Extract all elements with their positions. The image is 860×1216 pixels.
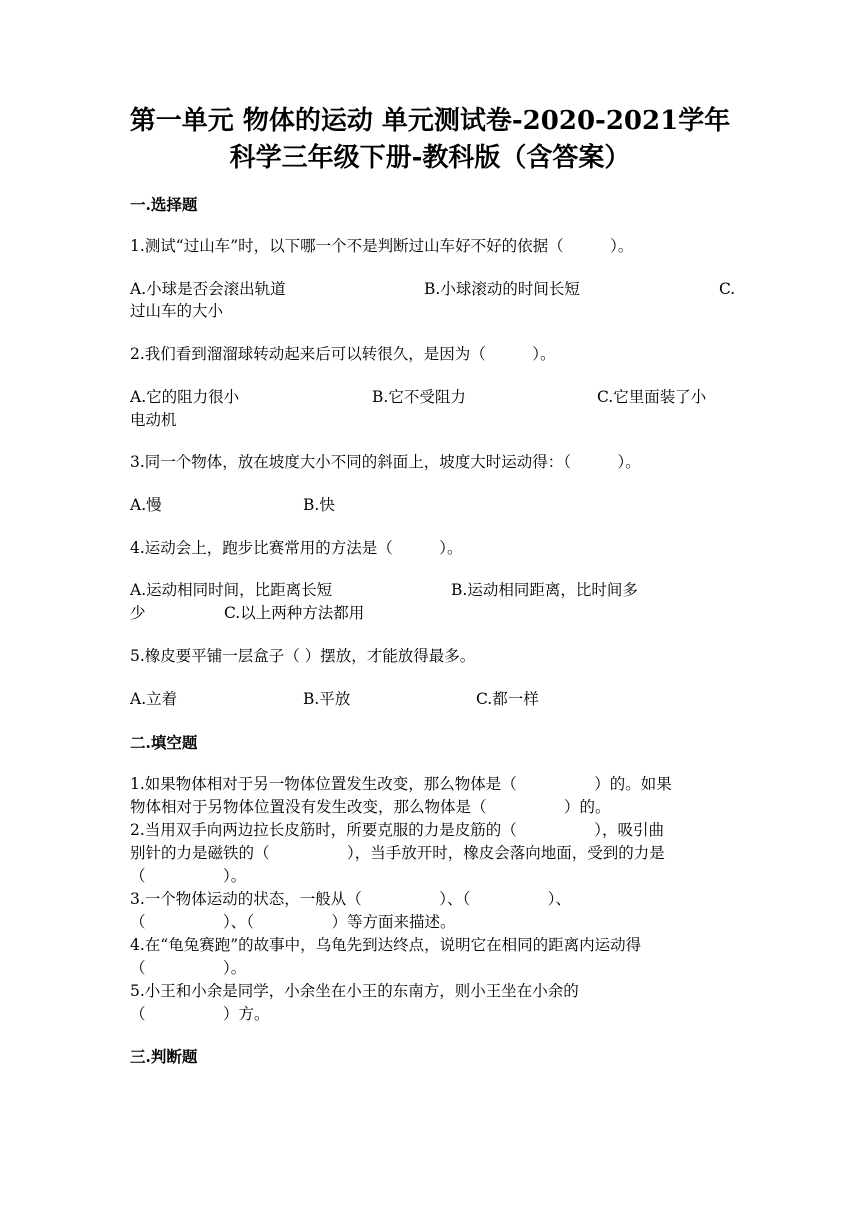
- question-4-stem: 4.运动会上，跑步比赛常用的方法是（ ）。: [130, 539, 463, 557]
- question-1-option-c-continued: 过山车的大小: [130, 302, 224, 320]
- question-4-option-b: B.运动相同距离，比时间多: [451, 581, 638, 599]
- question-5-stem: 5.橡皮要平铺一层盒子（ ）摆放，才能放得最多。: [130, 647, 476, 665]
- question-3-stem: 3.同一个物体，放在坡度大小不同的斜面上，坡度大时运动得：（ ）。: [130, 453, 641, 471]
- section-heading-choice: 一.选择题: [130, 195, 198, 214]
- fill-line: 5.小王和小余是同学，小余坐在小王的东南方，则小王坐在小余的: [130, 982, 579, 1000]
- fill-line: 1.如果物体相对于另一物体位置发生改变，那么物体是（ ）的。如果: [130, 775, 672, 793]
- document-title-line-2: 科学三年级下册-教科版（含答案）: [229, 143, 631, 173]
- section-heading-judge: 三.判断题: [130, 1047, 198, 1066]
- question-2-option-b: B.它不受阻力: [372, 388, 466, 406]
- document-title-line-1: 第一单元 物体的运动 单元测试卷-2020-2021学年: [129, 106, 731, 136]
- fill-line: （ ）方。: [130, 1005, 270, 1023]
- fill-line: （ ）。: [130, 867, 247, 885]
- question-2-option-c-continued: 电动机: [130, 411, 177, 429]
- question-2-option-a: A.它的阻力很小: [130, 388, 240, 406]
- fill-line: 别针的力是磁铁的（ ），当手放开时，橡皮会落向地面，受到的力是: [130, 844, 665, 862]
- fill-line: 3.一个物体运动的状态，一般从（ ）、（ ）、: [130, 890, 572, 908]
- question-1-option-c: C.: [719, 280, 736, 298]
- fill-line: 物体相对于另物体位置没有发生改变，那么物体是（ ）的。: [130, 798, 611, 816]
- question-1-stem: 1.测试“过山车”时，以下哪一个不是判断过山车好不好的依据（ ）。: [130, 237, 634, 255]
- question-4-option-a: A.运动相同时间，比距离长短: [130, 581, 333, 599]
- section-heading-fill: 二.填空题: [130, 733, 198, 752]
- fill-line: 2.当用双手向两边拉长皮筋时，所要克服的力是皮筋的（ ），吸引曲: [130, 821, 665, 839]
- question-4-option-c: C.以上两种方法都用: [224, 604, 365, 622]
- question-4-option-b-continued: 少: [130, 604, 146, 622]
- fill-line: （ ）。: [130, 959, 247, 977]
- fill-line: （ ）、（ ）等方面来描述。: [130, 913, 456, 931]
- question-5-option-c: C.都一样: [476, 690, 539, 708]
- question-2-option-c: C.它里面装了小: [597, 388, 707, 406]
- question-5-option-b: B.平放: [303, 690, 351, 708]
- fill-line: 4.在“龟兔赛跑”的故事中，乌龟先到达终点，说明它在相同的距离内运动得: [130, 936, 642, 954]
- question-1-option-b: B.小球滚动的时间长短: [424, 280, 580, 298]
- question-2-stem: 2.我们看到溜溜球转动起来后可以转很久，是因为（ ）。: [130, 345, 556, 363]
- question-3-option-a: A.慢: [130, 496, 162, 514]
- question-1-option-a: A.小球是否会滚出轨道: [130, 280, 286, 298]
- question-3-option-b: B.快: [303, 496, 335, 514]
- question-5-option-a: A.立着: [130, 690, 178, 708]
